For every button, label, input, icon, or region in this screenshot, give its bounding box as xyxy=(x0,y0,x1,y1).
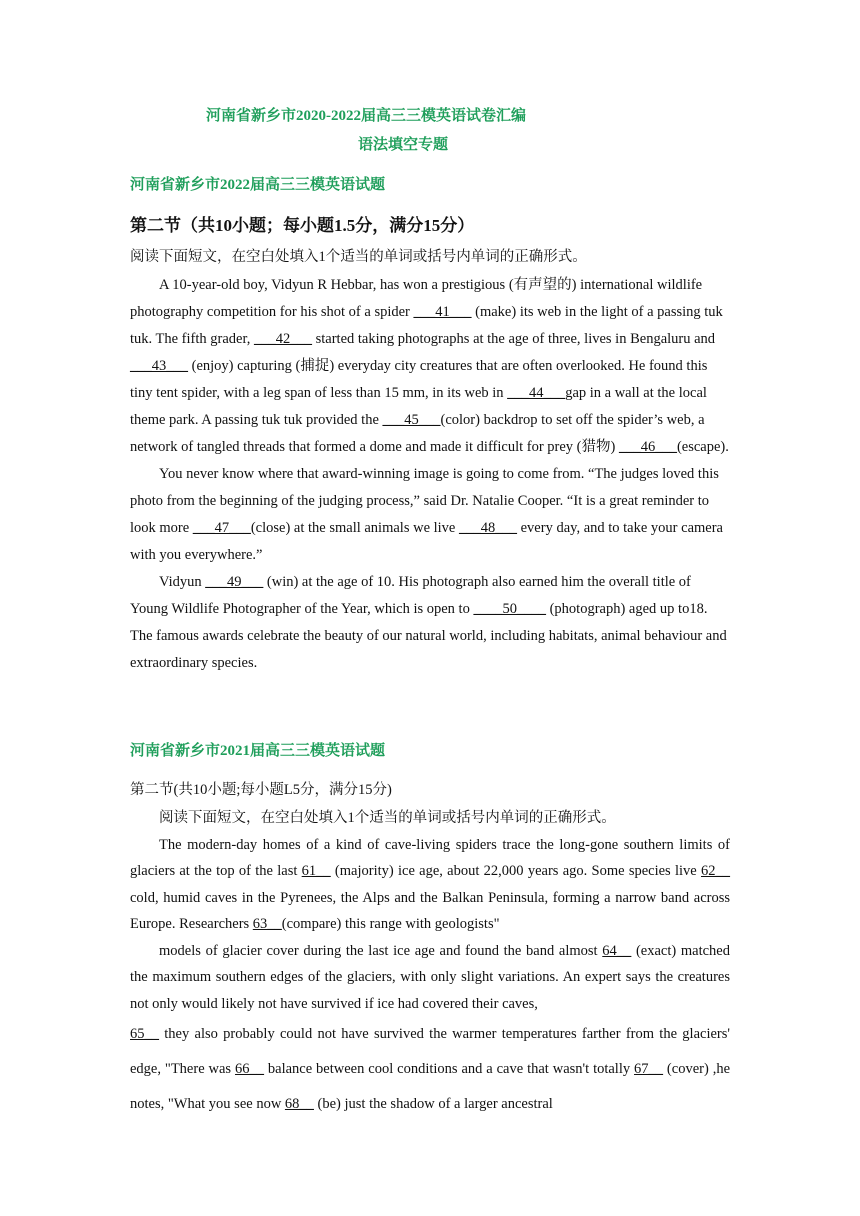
blank-46: ___46___ xyxy=(618,439,677,455)
passage-text: gap in a wall at the local theme park. A passing tuk tuk provided the xyxy=(130,385,707,428)
passage-text: they also probably could not have survived the warmer temperatures farther from the glaciers' edge, "There was xyxy=(130,1026,730,1077)
passage-text: (close) at the small animals we live xyxy=(250,520,459,536)
blank-42: ___42___ xyxy=(253,331,312,347)
passage-text: (cover) ,he notes, "What you see now xyxy=(130,1061,731,1112)
passage-text: Vidyun xyxy=(159,574,206,590)
blank-45: ___45___ xyxy=(382,412,441,428)
blank-63: 63__ xyxy=(252,916,282,932)
passage-text: You never know where that award-winning image is going to come from. “The judges loved this photo from the beginning of the judging process,” said Dr. Natalie Cooper. “It is a great reminder to look more xyxy=(130,466,719,536)
passage-text: (win) at the age of 10. His photograph also earned him the overall title of Young Wildlife Photographer of the Year, which is open to xyxy=(130,574,691,617)
passage-text: models of glacier cover during the last ice age and found the band almost xyxy=(159,942,603,959)
passage-paragraph xyxy=(130,272,730,461)
section-2022-part-title: 第二节（共10小题；每小题1.5分，满分15分） xyxy=(130,216,475,235)
passage-paragraph xyxy=(130,938,730,1018)
document-subtitle: 语法填空专题 xyxy=(358,137,449,153)
blank-50: ____50____ xyxy=(473,601,546,617)
blank-41: ___41___ xyxy=(413,304,472,320)
passage-text: (be) just the shadow of a larger ancestral xyxy=(313,1096,553,1112)
passage-text: (enjoy) capturing (捕捉) everyday city creatures that are often overlooked. He found this tiny tent spider, with a leg span of less than 15 mm, in its web in xyxy=(130,358,708,401)
blank-61: 61__ xyxy=(301,863,331,879)
passage-text: (color) backdrop to set off the spider’s web, a network of tangled threads that formed a dome and made it difficult for prey (猎物) xyxy=(130,412,705,455)
section-2021-instruction: 阅读下面短文，在空白处填入1个适当的单词或括号内单词的正确形式。 xyxy=(159,810,616,826)
section-2022-heading: 河南省新乡市2022届高三三模英语试题 xyxy=(130,177,386,193)
section-2021-heading: 河南省新乡市2021届高三三模英语试题 xyxy=(130,743,386,759)
passage-text: A 10-year-old boy, Vidyun R Hebbar, has won a prestigious (有声望的) international wildlife photography competition for his shot of a spider xyxy=(130,277,703,320)
passage-text: (make) its web in the light of a passing tuk tuk. The fifth grader, xyxy=(130,304,723,347)
blank-67: 67__ xyxy=(634,1061,664,1077)
passage-paragraph xyxy=(130,569,730,677)
blank-66: 66__ xyxy=(234,1061,264,1077)
passage-paragraph xyxy=(130,461,730,569)
section-2021-passage xyxy=(130,805,730,1122)
blank-43: ___43___ xyxy=(130,358,188,374)
section-2022-instruction: 阅读下面短文，在空白处填入1个适当的单词或括号内单词的正确形式。 xyxy=(130,249,587,265)
passage-text: started taking photographs at the age of three, lives in Bengaluru and xyxy=(311,331,716,347)
blank-64: 64__ xyxy=(602,942,632,959)
passage-text: The modern-day homes of a kind of cave-living spiders trace the long-gone southern limits of glaciers at the top of the last xyxy=(130,836,730,879)
blank-49: ___49___ xyxy=(205,574,264,590)
passage-paragraph xyxy=(130,832,730,938)
passage-text: (compare) this range with geologists" xyxy=(281,916,500,932)
passage-text: balance between cool conditions and a cave that wasn't totally xyxy=(263,1061,635,1077)
passage-text: (photograph) aged up to18. The famous awards celebrate the beauty of our natural world, including habitats, animal behaviour and extraordinary species. xyxy=(130,601,727,671)
blank-62: 62__ xyxy=(701,863,730,879)
passage-text: (exact) matched the maximum southern edges of the glaciers, with only slight variations. An expert says the creatures not only would likely not have survived if ice had covered their caves, xyxy=(130,942,730,1012)
passage-text: (escape). xyxy=(676,439,729,455)
section-2022-passage xyxy=(130,272,730,677)
blank-44: ___44___ xyxy=(507,385,566,401)
blank-47: ___47___ xyxy=(192,520,251,536)
blank-68: 68__ xyxy=(284,1096,314,1112)
blank-65: 65__ xyxy=(130,1026,159,1042)
passage-paragraph xyxy=(130,1017,730,1122)
blank-48: ___48___ xyxy=(459,520,517,536)
passage-text: (majority) ice age, about 22,000 years ago. Some species live xyxy=(330,863,701,879)
document-title: 河南省新乡市2020-2022届高三三模英语试卷汇编 xyxy=(206,108,526,124)
passage-text: every day, and to take your camera with you everywhere.” xyxy=(130,520,723,563)
section-2021-part-title: 第二节(共10小题;每小题L5分，满分15分) xyxy=(130,782,392,798)
passage-text: cold, humid caves in the Pyrenees, the Alps and the Balkan Peninsula, forming a narrow band across Europe. Researchers xyxy=(130,889,730,932)
